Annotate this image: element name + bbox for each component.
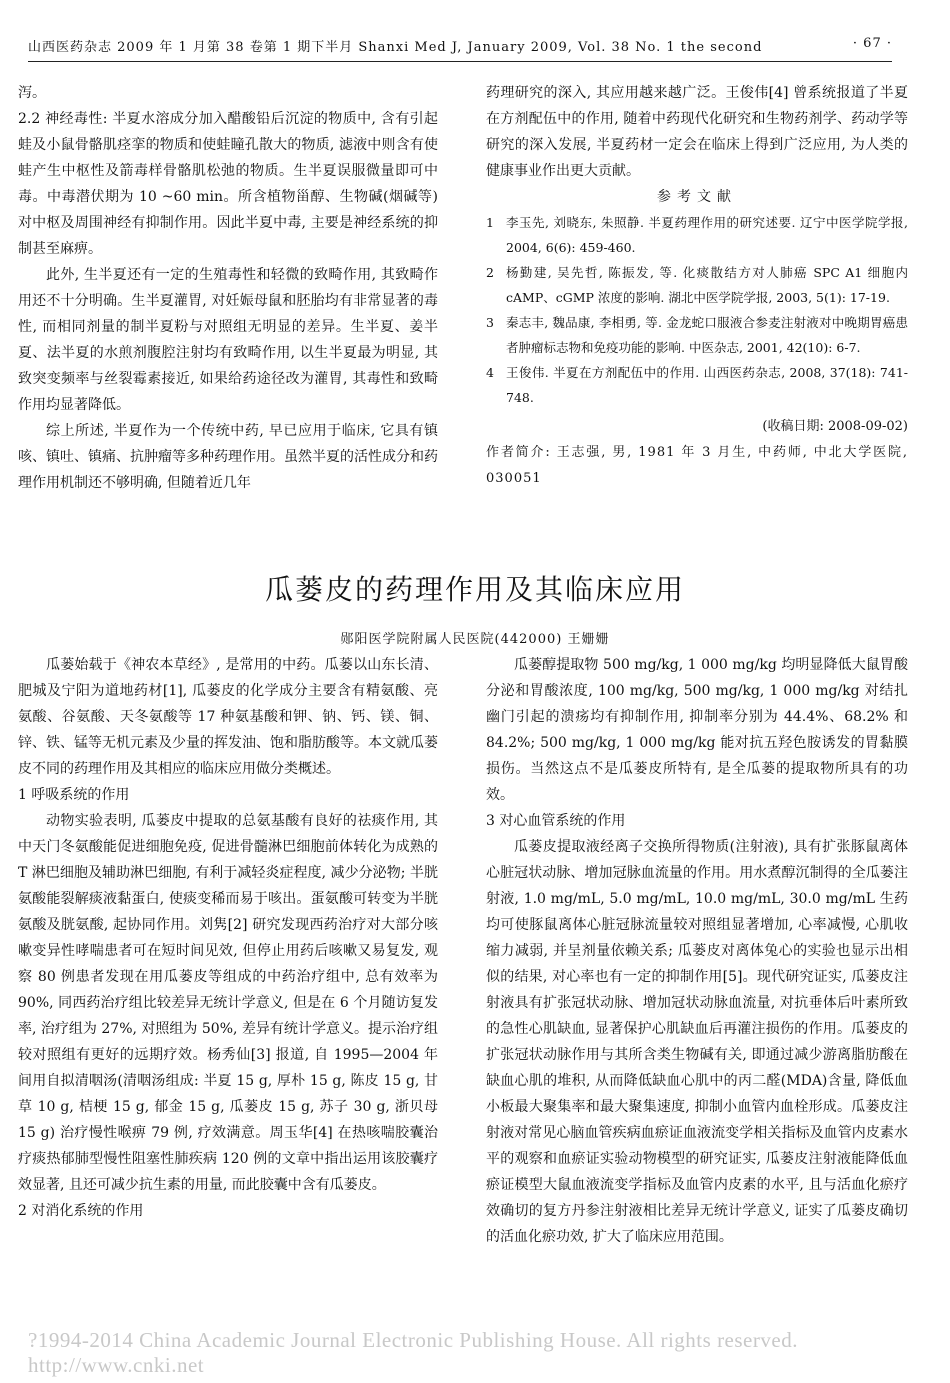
section-heading: 1 呼吸系统的作用 xyxy=(18,787,130,803)
prev-article-right-column xyxy=(486,80,908,492)
page-number: · 67 · xyxy=(852,36,892,51)
reference-item xyxy=(486,310,908,360)
reference-text: 秦志丰, 魏品康, 李相勇, 等. 金龙蛇口服液合参麦注射液对中晚期胃癌患者肿瘤标志物和免疫功能的影响. 中医杂志, 2001, 42(10): 6-7. xyxy=(506,315,908,355)
article-title: 瓜蒌皮的药理作用及其临床应用 xyxy=(264,573,685,606)
author-bio: 作者简介: 王志强, 男, 1981 年 3 月生, 中药师, 中北大学医院, 030051 xyxy=(486,445,908,486)
section-heading: 2 对消化系统的作用 xyxy=(18,1203,144,1219)
prev-paragraph: 泻。 xyxy=(18,85,46,101)
reference-number: 2 xyxy=(486,265,494,280)
reference-text: 王俊伟. 半夏在方剂配伍中的作用. 山西医药杂志, 2008, 37(18): 741-748. xyxy=(506,365,908,405)
running-head-text: 山西医药杂志 2009 年 1 月第 38 卷第 1 期下半月 Shanxi Med J, January 2009, Vol. 38 No. 1 the second xyxy=(28,40,763,55)
article-paragraph: 瓜蒌醇提取物 500 mg/kg, 1 000 mg/kg 均明显降低大鼠胃酸分泌和胃酸浓度, 100 mg/kg, 500 mg/kg, 1 000 mg/kg 对结扎幽门引起的溃疡均有抑制作用, 抑制率分别为 44.4%、68.2% 和 84.2%; 500 mg/kg, 1 000 mg/kg 能对抗五羟色胺诱发的胃黏膜损伤。当然这点不是瓜蒌皮所特有, 是全瓜蒌的提取物所具有的功效。 xyxy=(486,657,908,803)
prev-paragraph: 综上所述, 半夏作为一个传统中药, 早已应用于临床, 它具有镇咳、镇吐、镇痛、抗肿瘤等多种药理作用。虽然半夏的活性成分和药理作用机制还不够明确, 但随着近几年 xyxy=(18,423,438,491)
received-date: (收稿日期: 2008-09-02) xyxy=(762,419,908,434)
running-header xyxy=(28,36,892,62)
reference-number: 3 xyxy=(486,315,494,330)
prev-paragraph: 药理研究的深入, 其应用越来越广泛。王俊伟[4] 曾系统报道了半夏在方剂配伍中的作用, 随着中药现代化研究和生物药剂学、药动学等研究的深入发展, 半夏药材一定会在临床上得到广泛应用, 为人类的健康事业作出更大贡献。 xyxy=(486,85,908,179)
article-left-column xyxy=(18,652,438,1224)
section-heading: 3 对心血管系统的作用 xyxy=(486,813,626,829)
reference-item xyxy=(486,360,908,410)
reference-item xyxy=(486,260,908,310)
reference-text: 杨勤建, 吴先哲, 陈振发, 等. 化痰散结方对人肺癌 SPC A1 细胞内 cAMP、cGMP 浓度的影响. 湖北中医学院学报, 2003, 5(1): 17-19. xyxy=(506,265,908,305)
reference-number: 4 xyxy=(486,365,494,380)
reference-list xyxy=(486,210,908,410)
copyright-watermark: ?1994-2014 China Academic Journal Electronic Publishing House. All rights reserved. http://www.cnki.net xyxy=(28,1328,798,1377)
reference-text: 李玉先, 刘晓东, 朱照静. 半夏药理作用的研究述要. 辽宁中医学院学报, 2004, 6(6): 459-460. xyxy=(506,215,908,255)
article-right-column xyxy=(486,652,908,1250)
article-affiliation: 郧阳医学院附属人民医院(442000) 王姗姗 xyxy=(340,632,610,647)
references-heading: 参考文献 xyxy=(657,189,737,205)
prev-paragraph: 2.2 神经毒性: 半夏水溶成分加入醋酸铅后沉淀的物质中, 含有引起蛙及小鼠骨骼肌痉挛的物质和使蛙瞳孔散大的物质, 滤液中则含有使蛙产生中枢性及箭毒样骨骼肌松弛的物质。生半夏误服微量即可中毒。中毒潜伏期为 10 ~60 min。所含植物甾醇、生物碱(烟碱等)对中枢及周围神经有抑制作用。因此半夏中毒, 主要是神经系统的抑制甚至麻痹。 xyxy=(18,111,438,257)
reference-item xyxy=(486,210,908,260)
reference-number: 1 xyxy=(486,215,494,230)
article-paragraph: 瓜蒌始载于《神农本草经》, 是常用的中药。瓜蒌以山东长清、肥城及宁阳为道地药材[1], 瓜蒌皮的化学成分主要含有精氨酸、亮氨酸、谷氨酸、天冬氨酸等 17 种氨基酸和钾、钠、钙、镁、铜、锌、铁、锰等无机元素及少量的挥发油、饱和脂肪酸等。本文就瓜蒌皮不同的药理作用及其相应的临床应用做分类概述。 xyxy=(18,657,438,777)
prev-article-left-column xyxy=(18,80,438,496)
article-paragraph: 瓜蒌皮提取液经离子交换所得物质(注射液), 具有扩张豚鼠离体心脏冠状动脉、增加冠脉血流量的作用。用水煮醇沉制得的全瓜蒌注射液, 1.0 mg/mL, 5.0 mg/mL, 10.0 mg/mL, 30.0 mg/mL 生药均可使豚鼠离体心脏冠脉流量较对照组显著增加, 心率减慢, 心肌收缩力减弱, 并呈剂量依赖关系; 瓜蒌皮对离体兔心的实验也显示出相似的结果, 对心率也有一定的抑制作用[5]。现代研究证实, 瓜蒌皮注射液具有扩张冠状动脉、增加冠状动脉血流量, 对抗垂体后叶素所致的急性心肌缺血, 显著保护心肌缺血后再灌注损伤的作用。瓜蒌皮的扩张冠状动脉作用与其所含类生物碱有关, 即通过减少游离脂肪酸在缺血心肌的堆积, 从而降低缺血心肌中的丙二醛(MDA)含量, 降低血小板最大聚集率和最大聚集速度, 抑制小血管内血栓形成。瓜蒌皮注射液对常见心脑血管疾病血瘀证血液流变学相关指标及血管内皮素水平的观察和血瘀证实验动物模型的研究证实, 瓜蒌皮注射液能降低血瘀证模型大鼠血液流变学指标及血管内皮素的水平, 且与活血化瘀疗效确切的复方丹参注射液相比差异无统计学意义, 证实了瓜蒌皮确切的活血化瘀功效, 扩大了临床应用范围。 xyxy=(486,839,908,1245)
article-paragraph: 动物实验表明, 瓜蒌皮中提取的总氨基酸有良好的祛痰作用, 其中天门冬氨酸能促进细胞免疫, 促进骨髓淋巴细胞前体转化为成熟的 T 淋巴细胞及辅助淋巴细胞, 有利于减轻炎症程度, 减少分泌物; 半胱氨酸能裂解痰液黏蛋白, 使痰变稀而易于咳出。蛋氨酸可转变为半胱氨酸及胱氨酸, 起协同作用。刘隽[2] 研究发现西药治疗对大部分咳嗽变异性哮喘患者可在短时间见效, 但停止用药后咳嗽又易复发, 观察 80 例患者发现在用瓜蒌皮等组成的中药治疗组中, 总有效率为 90%, 同西药治疗组比较差异无统计学意义, 但是在 6 个月随访复发率, 治疗组为 27%, 对照组为 50%, 差异有统计学意义。提示治疗组较对照组有更好的远期疗效。杨秀仙[3] 报道, 自 1995—2004 年间用自拟清咽汤(清咽汤组成: 半夏 15 g, 厚朴 15 g, 陈皮 15 g, 甘草 10 g, 桔梗 15 g, 郁金 15 g, 瓜蒌皮 15 g, 苏子 30 g, 浙贝母 15 g) 治疗慢性喉痹 79 例, 疗效满意。周玉华[4] 在热咳喘胶囊治疗痰热郁肺型慢性阻塞性肺疾病 120 例的文章中指出运用该胶囊疗效显著, 且还可减少抗生素的用量, 而此胶囊中含有瓜蒌皮。 xyxy=(18,813,438,1193)
prev-paragraph: 此外, 生半夏还有一定的生殖毒性和轻微的致畸作用, 其致畸作用还不十分明确。生半夏灌胃, 对妊娠母鼠和胚胎均有非常显著的毒性, 而相同剂量的制半夏粉与对照组无明显的差异。生半夏、姜半夏、法半夏的水煎剂腹腔注射均有致畸作用, 以生半夏最为明显, 其致突变频率与丝裂霉素接近, 如果给药途径改为灌胃, 其毒性和致畸作用均显著降低。 xyxy=(18,267,438,413)
